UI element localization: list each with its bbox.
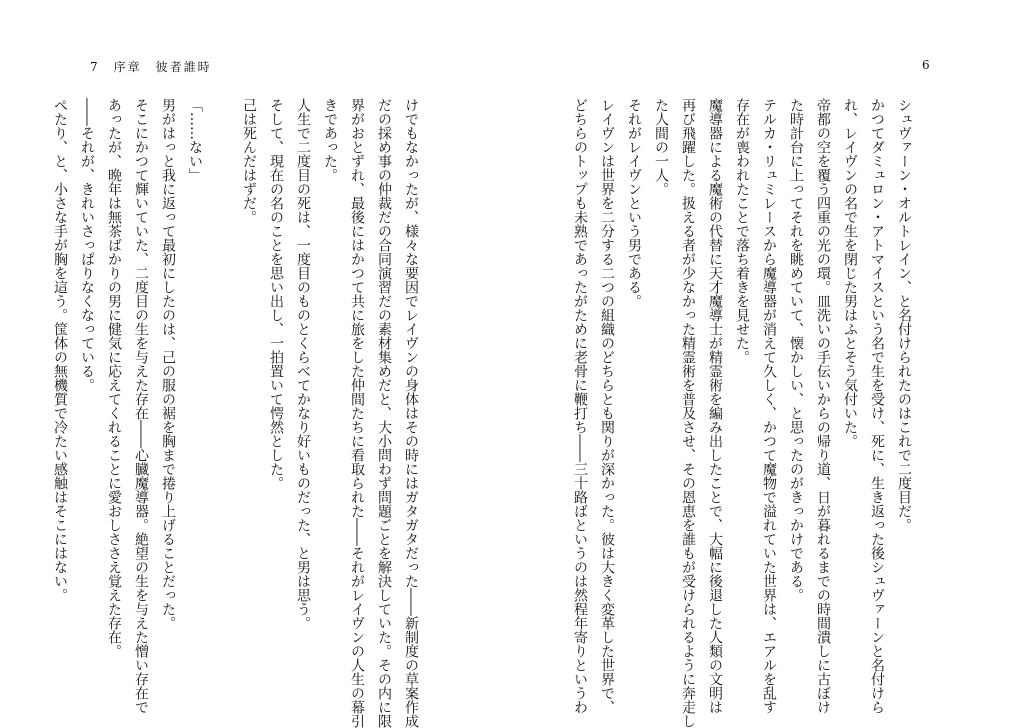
- text-line: 存在が喪われたことで落ち着きを見せた。: [734, 98, 750, 364]
- text-line: けでもなかったが、様々な要因でレイヴンの身体はその時にはガタガタだった――新制度の草案作成: [403, 98, 419, 728]
- text-line: 再び飛躍した。扱える者が少なかった精霊術を普及させ、その恩恵を誰もが受けられるように奔走し: [680, 98, 696, 728]
- text-line: シュヴァーン・オルトレイン、と名付けられたのはこれで二度目だ。: [896, 98, 912, 532]
- text-line: かつてダミュロン・アトマイスという名で生を受け、死に、生き返った後シュヴァーンと名付けら: [869, 98, 885, 714]
- text-line: ぺたり、と、小さな手が胸を這う。筺体の無機質で冷たい感触はそこにはない。: [52, 98, 68, 602]
- text-line: それがレイヴンという男である。: [626, 98, 642, 308]
- right-page-text: [565, 98, 917, 728]
- left-page-text: [52, 98, 424, 728]
- scene-break: [208, 98, 235, 704]
- text-line: た人間の一人。: [653, 98, 669, 196]
- text-line: きであった。: [322, 98, 338, 182]
- text-line: ――それが、きれいさっぱりなくなっている。: [79, 98, 95, 392]
- text-line: あったが、晩年は無茶ばかりの男に健気に応えてくれることに愛おしささえ覚えた存在。: [106, 98, 122, 658]
- text-line: れ、レイヴンの名で生を閉じた男はふとそう気付いた。: [842, 98, 858, 448]
- text-line: そこにかつて輝いていた、二度目の生を与えた存在――心臓魔導器。絶望の生を与えた憎い存在で: [133, 98, 149, 714]
- text-line: 魔導器による魔術の代替に天才魔導士が精霊術を編み出したことで、大幅に後退した人類の文明は: [707, 98, 723, 714]
- page-number: 6: [922, 58, 930, 72]
- running-head: 7 序章 彼者誰時: [90, 60, 212, 74]
- text-line: 己は死んだはずだ。: [241, 98, 257, 224]
- text-line: 人生で二度目の死は、一度目のものとくらべてかなり好いものだった、と男は思う。: [295, 98, 311, 630]
- text-line: テルカ・リュミレースから魔導器が消えて久しく、かつて魔物で溢れていた世界は、エアルを乱す: [761, 98, 777, 714]
- text-line: どちらのトップも未熟であったがために老骨に鞭打ち――三十路ばというのは然程年寄りというわ: [572, 98, 588, 714]
- text-line: レイヴンは世界を二分する二つの組織のどちらとも関りが深かった。彼は大きく変革した世界で、: [599, 98, 615, 714]
- text-line: 「……ない」: [187, 98, 203, 182]
- text-line: そして、現在の名のことを思い出し、一拍置いて愕然とした。: [268, 98, 284, 490]
- text-line: だの採め事の仲裁だの合同演習だの素材集めだと、大小問わず問題ごとを解決していた。その内に限: [376, 98, 392, 728]
- text-line: 界がおとずれ、最後にはかつて共に旅をした仲間たちに看取られた――それがレイヴンの人生の幕引: [349, 98, 365, 728]
- text-line: 男がはっと我に返って最初にしたのは、己の服の裾を胸まで捲り上げることだった。: [160, 98, 176, 630]
- text-line: 帝都の空を覆う四重の光の環。皿洗いの手伝いからの帰り道、日が暮れるまでの時間潰しに古ぼけ: [815, 98, 831, 714]
- text-line: た時計台に上ってそれを眺めていて、懐かしい、と思ったのがきっかけである。: [788, 98, 804, 602]
